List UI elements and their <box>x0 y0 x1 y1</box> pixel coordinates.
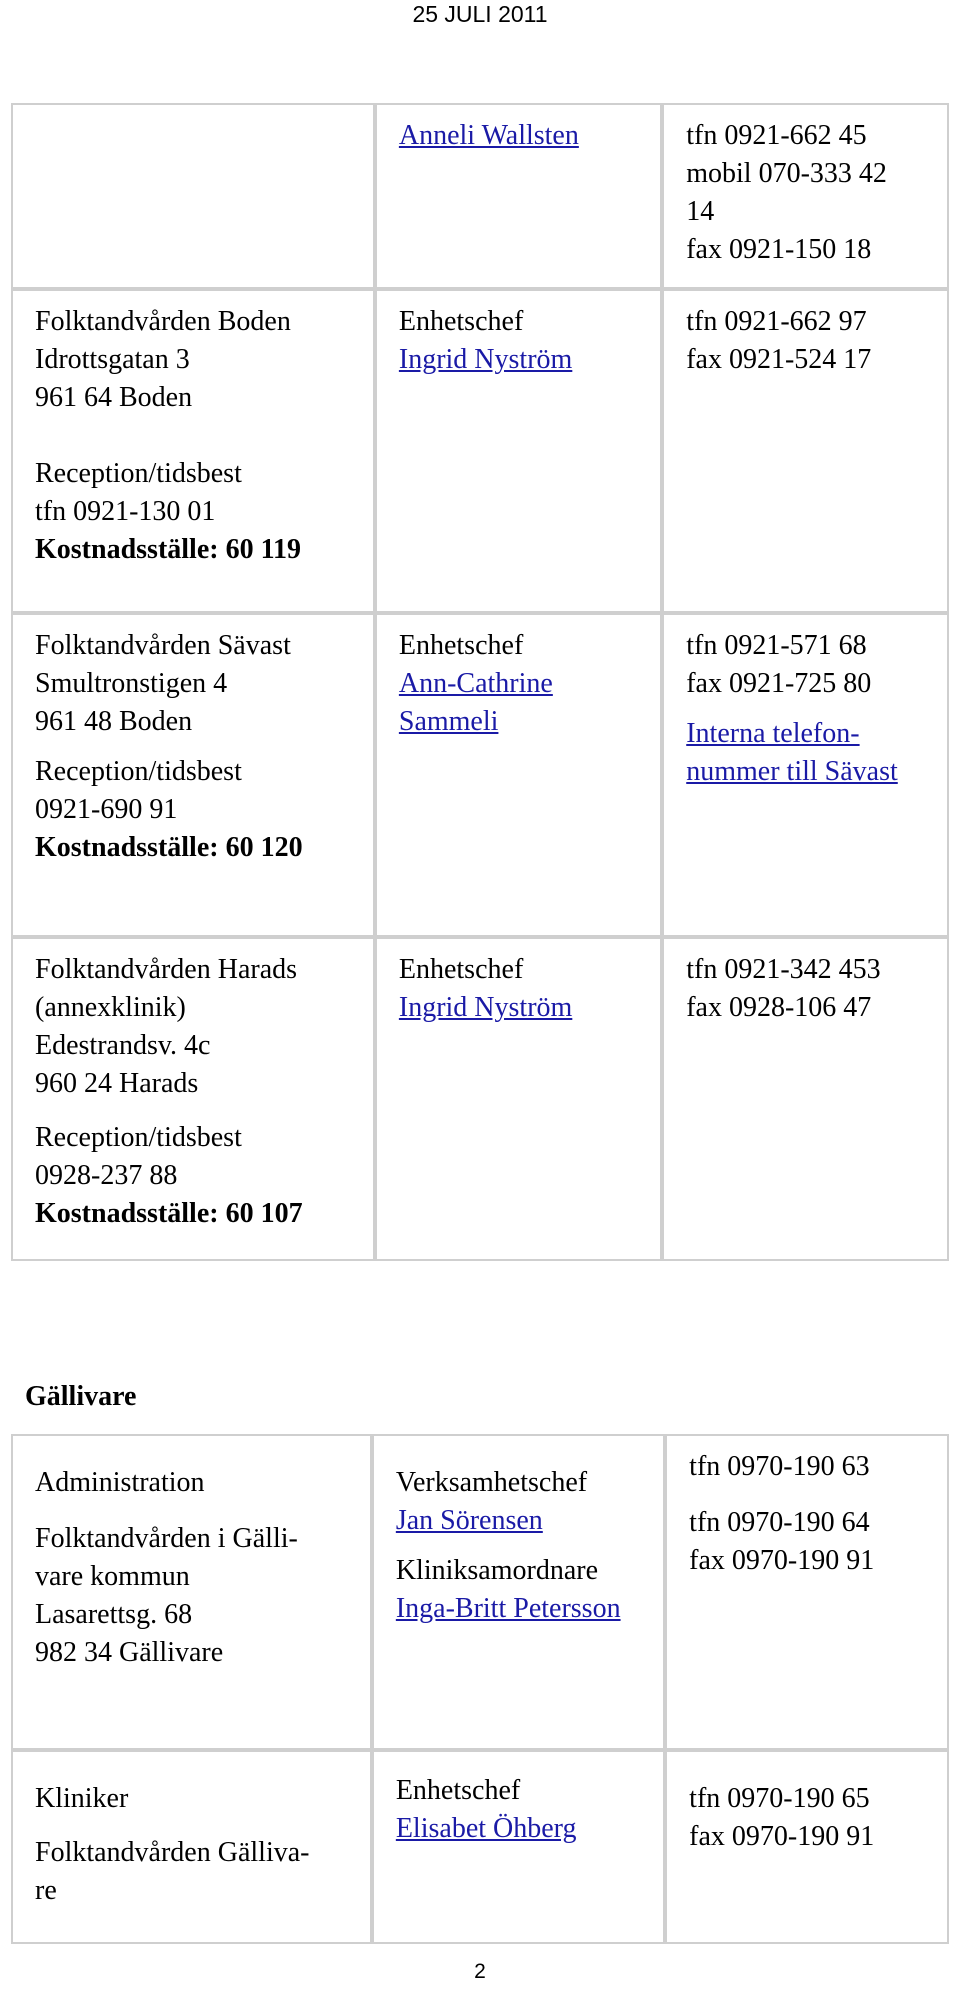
phone-line: tfn 0970-190 65 <box>689 1783 870 1814</box>
page-header-date: 25 JULI 2011 <box>412 1 548 27</box>
org-name-line1: Folktandvården Gälliva- <box>35 1837 310 1868</box>
fax-line: fax 0970-190 91 <box>689 1821 875 1852</box>
role-label: Kliniksamordnare <box>395 1555 598 1586</box>
person-name-line2: Sammeli <box>398 706 499 737</box>
reception-label: Reception/tidsbest <box>35 756 242 787</box>
person-link-elisabet-ohberg[interactable]: Elisabet Öhberg <box>395 1813 577 1844</box>
mobile-line: mobil 070-333 42 <box>686 158 887 189</box>
manager-cell <box>375 613 662 937</box>
role-label: Enhetschef <box>398 954 524 985</box>
phone-line: tfn 0921-662 45 <box>686 120 867 151</box>
clinic-name: Folktandvården Sävast <box>35 630 291 661</box>
mobile-line-cont: 14 <box>686 196 715 227</box>
fax-line: fax 0921-725 80 <box>686 668 872 699</box>
table-row <box>11 937 949 1261</box>
org-name-line2: vare kommun <box>35 1561 190 1592</box>
phone-line: tfn 0970-190 63 <box>689 1451 870 1482</box>
cost-center: Kostnadsställe: 60 107 <box>35 1198 303 1229</box>
table-row <box>11 103 949 289</box>
contact-info-cell <box>662 289 949 613</box>
clinic-type: (annexklinik) <box>35 992 186 1023</box>
table-row <box>11 1750 949 1944</box>
fax-line: fax 0921-524 17 <box>686 344 872 375</box>
postal-address: 982 34 Gällivare <box>35 1637 224 1668</box>
person-link-jan-sorensen[interactable]: Jan Sörensen <box>395 1505 543 1536</box>
clinic-name: Folktandvården Harads <box>35 954 298 985</box>
link-line2: nummer till Sävast <box>686 756 898 787</box>
street-address: Smultronstigen 4 <box>35 668 228 699</box>
person-link-ingrid-nystrom[interactable]: Ingrid Nyström <box>398 344 573 375</box>
reception-phone: 0921-690 91 <box>35 794 178 825</box>
clinic-address-cell <box>11 289 375 613</box>
manager-cell <box>372 1434 665 1750</box>
manager-cell <box>372 1750 665 1944</box>
clinic-name: Folktandvården Boden <box>35 306 291 337</box>
phone-line: tfn 0921-662 97 <box>686 306 867 337</box>
contact-person-cell <box>375 103 662 289</box>
clinic-address-cell <box>11 937 375 1261</box>
phone-line: tfn 0970-190 64 <box>689 1507 870 1538</box>
reception-label: Reception/tidsbest <box>35 1122 242 1153</box>
fax-line: fax 0928-106 47 <box>686 992 872 1023</box>
contact-info-cell <box>662 613 949 937</box>
reception-phone: tfn 0921-130 01 <box>35 496 216 527</box>
role-label: Enhetschef <box>398 630 524 661</box>
street-address: Edestrandsv. 4c <box>35 1030 211 1061</box>
empty-cell <box>11 103 375 289</box>
boden-contacts-table <box>11 103 949 1261</box>
role-label: Enhetschef <box>395 1775 521 1806</box>
fax-line: fax 0921-150 18 <box>686 234 872 265</box>
kliniker-label: Kliniker <box>35 1783 129 1814</box>
person-link-anneli-wallsten[interactable]: Anneli Wallsten <box>398 120 579 151</box>
contact-info-cell <box>662 103 949 289</box>
org-name-line1: Folktandvården i Gälli- <box>35 1523 298 1554</box>
reception-label: Reception/tidsbest <box>35 458 242 489</box>
link-line1: Interna telefon- <box>686 718 860 749</box>
cost-center: Kostnadsställe: 60 119 <box>35 534 302 565</box>
phone-line: tfn 0921-571 68 <box>686 630 867 661</box>
person-name-line1: Ann-Cathrine <box>398 668 553 699</box>
postal-address: 961 48 Boden <box>35 706 193 737</box>
postal-address: 961 64 Boden <box>35 382 193 413</box>
contact-info-cell <box>665 1750 949 1944</box>
role-label: Enhetschef <box>398 306 524 337</box>
person-link-ingrid-nystrom[interactable]: Ingrid Nyström <box>398 992 573 1023</box>
table-row <box>11 613 949 937</box>
street-address: Idrottsgatan 3 <box>35 344 190 375</box>
postal-address: 960 24 Harads <box>35 1068 199 1099</box>
org-cell <box>11 1434 372 1750</box>
role-label: Verksamhetschef <box>395 1467 588 1498</box>
street-address: Lasarettsg. 68 <box>35 1599 193 1630</box>
manager-cell <box>375 289 662 613</box>
person-link-inga-britt-petersson[interactable]: Inga-Britt Petersson <box>395 1593 621 1624</box>
page-number: 2 <box>474 1960 486 1983</box>
contact-info-cell <box>662 937 949 1261</box>
phone-line: tfn 0921-342 453 <box>686 954 881 985</box>
table-row <box>11 289 949 613</box>
person-link-ann-cathrine-sammeli[interactable] <box>399 665 646 741</box>
cost-center: Kostnadsställe: 60 120 <box>35 832 303 863</box>
reception-phone: 0928-237 88 <box>35 1160 178 1191</box>
administration-label: Administration <box>35 1467 205 1498</box>
manager-cell <box>375 937 662 1261</box>
fax-line: fax 0970-190 91 <box>689 1545 875 1576</box>
gallivare-contacts-table <box>11 1434 949 1944</box>
contact-info-cell <box>665 1434 949 1750</box>
section-title-gallivare: Gällivare <box>25 1381 137 1412</box>
org-name-line2: re <box>35 1875 57 1906</box>
internal-phone-numbers-link[interactable] <box>686 715 933 791</box>
table-row <box>11 1434 949 1750</box>
clinic-address-cell <box>11 613 375 937</box>
org-cell <box>11 1750 372 1944</box>
